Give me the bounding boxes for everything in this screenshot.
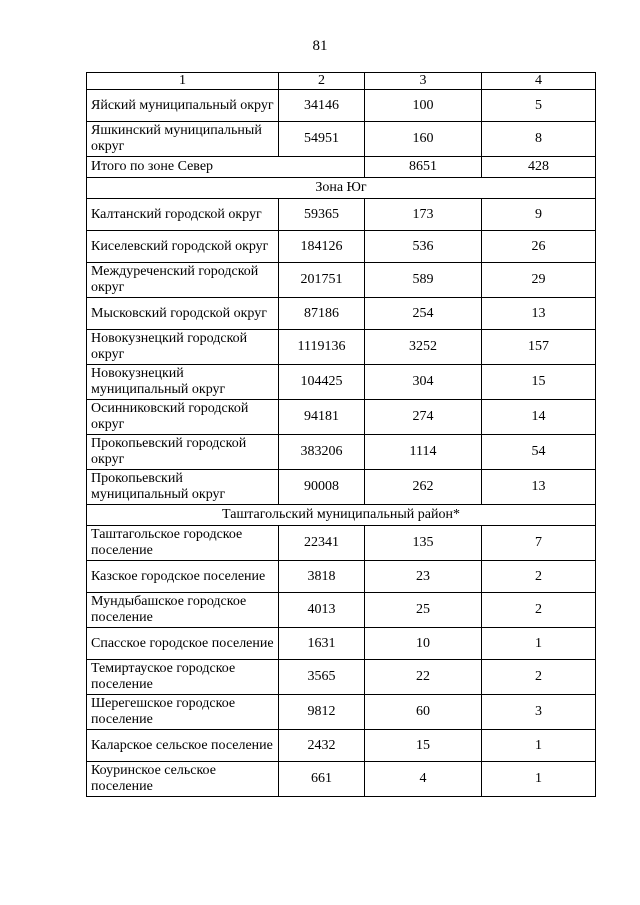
municipality-name: Темиртауское городское поселение bbox=[87, 660, 279, 695]
population-cell: 22341 bbox=[279, 526, 365, 561]
count-cell: 1 bbox=[482, 762, 596, 797]
count-cell: 54 bbox=[482, 435, 596, 470]
count-cell: 2 bbox=[482, 593, 596, 628]
population-cell: 54951 bbox=[279, 122, 365, 157]
value-cell: 1114 bbox=[365, 435, 482, 470]
table-row bbox=[87, 695, 596, 730]
municipality-name: Калтанский городской округ bbox=[87, 199, 279, 231]
population-cell: 1631 bbox=[279, 628, 365, 660]
count-cell: 1 bbox=[482, 730, 596, 762]
table-row bbox=[87, 199, 596, 231]
value-cell: 3252 bbox=[365, 330, 482, 365]
table-row bbox=[87, 435, 596, 470]
population-cell: 4013 bbox=[279, 593, 365, 628]
population-cell: 383206 bbox=[279, 435, 365, 470]
population-cell: 87186 bbox=[279, 298, 365, 330]
municipality-name: Таштагольское городское поселение bbox=[87, 526, 279, 561]
population-cell: 94181 bbox=[279, 400, 365, 435]
table-row bbox=[87, 628, 596, 660]
zone-title: Зона Юг bbox=[87, 178, 596, 199]
table-row bbox=[87, 90, 596, 122]
value-cell: 304 bbox=[365, 365, 482, 400]
municipality-name: Киселевский городской округ bbox=[87, 231, 279, 263]
municipality-name: Мундыбашское городское поселение bbox=[87, 593, 279, 628]
count-cell: 29 bbox=[482, 263, 596, 298]
total-value-cell: 8651 bbox=[365, 157, 482, 178]
value-cell: 254 bbox=[365, 298, 482, 330]
count-cell: 26 bbox=[482, 231, 596, 263]
population-cell: 661 bbox=[279, 762, 365, 797]
population-cell: 3565 bbox=[279, 660, 365, 695]
population-cell: 2432 bbox=[279, 730, 365, 762]
zone-header-row bbox=[87, 505, 596, 526]
table-row bbox=[87, 263, 596, 298]
count-cell: 1 bbox=[482, 628, 596, 660]
value-cell: 10 bbox=[365, 628, 482, 660]
value-cell: 536 bbox=[365, 231, 482, 263]
municipality-name: Спасское городское поселение bbox=[87, 628, 279, 660]
header-row bbox=[87, 73, 596, 90]
value-cell: 60 bbox=[365, 695, 482, 730]
zone-header-row bbox=[87, 178, 596, 199]
table-row bbox=[87, 660, 596, 695]
column-header: 4 bbox=[482, 73, 596, 90]
count-cell: 13 bbox=[482, 298, 596, 330]
municipality-name: Шерегешское городское поселение bbox=[87, 695, 279, 730]
table-row bbox=[87, 526, 596, 561]
population-cell: 184126 bbox=[279, 231, 365, 263]
municipality-name: Казское городское поселение bbox=[87, 561, 279, 593]
table-row bbox=[87, 730, 596, 762]
municipality-name: Мысковский городской округ bbox=[87, 298, 279, 330]
population-cell: 59365 bbox=[279, 199, 365, 231]
municipality-name: Прокопьевский муниципальный округ bbox=[87, 470, 279, 505]
value-cell: 25 bbox=[365, 593, 482, 628]
column-header: 1 bbox=[87, 73, 279, 90]
municipality-name: Каларское сельское поселение bbox=[87, 730, 279, 762]
table-row bbox=[87, 365, 596, 400]
population-cell: 90008 bbox=[279, 470, 365, 505]
value-cell: 160 bbox=[365, 122, 482, 157]
municipality-name: Междуреченский городской округ bbox=[87, 263, 279, 298]
total-label: Итого по зоне Север bbox=[87, 157, 365, 178]
count-cell: 8 bbox=[482, 122, 596, 157]
value-cell: 4 bbox=[365, 762, 482, 797]
municipality-name: Осинниковский городской округ bbox=[87, 400, 279, 435]
table-row bbox=[87, 762, 596, 797]
municipality-name: Прокопьевский городской округ bbox=[87, 435, 279, 470]
population-cell: 3818 bbox=[279, 561, 365, 593]
value-cell: 262 bbox=[365, 470, 482, 505]
value-cell: 100 bbox=[365, 90, 482, 122]
table-row bbox=[87, 400, 596, 435]
count-cell: 3 bbox=[482, 695, 596, 730]
table-row bbox=[87, 330, 596, 365]
table-row bbox=[87, 561, 596, 593]
population-cell: 9812 bbox=[279, 695, 365, 730]
table-row bbox=[87, 470, 596, 505]
population-cell: 34146 bbox=[279, 90, 365, 122]
total-count-cell: 428 bbox=[482, 157, 596, 178]
count-cell: 2 bbox=[482, 561, 596, 593]
count-cell: 13 bbox=[482, 470, 596, 505]
table-row bbox=[87, 298, 596, 330]
value-cell: 22 bbox=[365, 660, 482, 695]
population-cell: 1119136 bbox=[279, 330, 365, 365]
value-cell: 589 bbox=[365, 263, 482, 298]
table-row bbox=[87, 231, 596, 263]
value-cell: 173 bbox=[365, 199, 482, 231]
table-row bbox=[87, 593, 596, 628]
data-table bbox=[86, 72, 596, 797]
column-header: 3 bbox=[365, 73, 482, 90]
count-cell: 5 bbox=[482, 90, 596, 122]
count-cell: 14 bbox=[482, 400, 596, 435]
municipality-name: Коуринское сельское поселение bbox=[87, 762, 279, 797]
table-row bbox=[87, 122, 596, 157]
page-number: 81 bbox=[312, 38, 328, 54]
value-cell: 23 bbox=[365, 561, 482, 593]
value-cell: 135 bbox=[365, 526, 482, 561]
population-cell: 201751 bbox=[279, 263, 365, 298]
count-cell: 9 bbox=[482, 199, 596, 231]
count-cell: 7 bbox=[482, 526, 596, 561]
municipality-name: Яшкинский муниципальный округ bbox=[87, 122, 279, 157]
value-cell: 274 bbox=[365, 400, 482, 435]
municipality-name: Яйский муниципальный округ bbox=[87, 90, 279, 122]
total-row bbox=[87, 157, 596, 178]
value-cell: 15 bbox=[365, 730, 482, 762]
count-cell: 157 bbox=[482, 330, 596, 365]
zone-title: Таштагольский муниципальный район* bbox=[87, 505, 596, 526]
count-cell: 2 bbox=[482, 660, 596, 695]
municipality-name: Новокузнецкий городской округ bbox=[87, 330, 279, 365]
municipality-name: Новокузнецкий муниципальный округ bbox=[87, 365, 279, 400]
population-cell: 104425 bbox=[279, 365, 365, 400]
count-cell: 15 bbox=[482, 365, 596, 400]
column-header: 2 bbox=[279, 73, 365, 90]
